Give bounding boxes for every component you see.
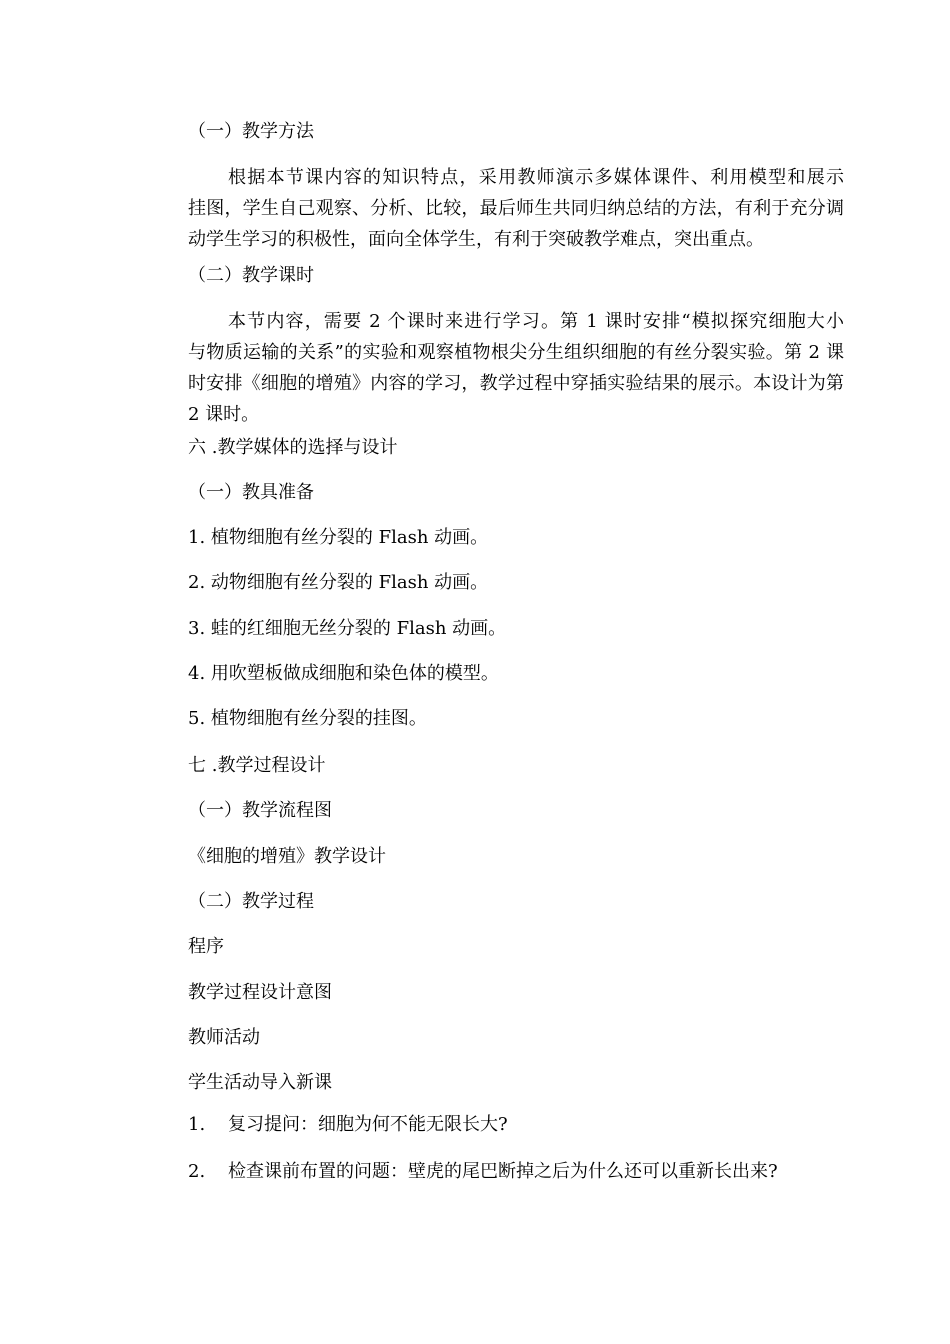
hours-heading: （二）教学课时 bbox=[188, 265, 314, 286]
method-paragraph bbox=[188, 162, 844, 255]
hours-para-line-1: 本节内容，需要 2 个课时来进行学习。第 1 课时安排“模拟探究细胞大小 bbox=[228, 311, 844, 332]
tools-heading: （一）教具准备 bbox=[188, 482, 314, 503]
process-sub-heading: （二）教学过程 bbox=[188, 891, 314, 912]
method-heading: （一）教学方法 bbox=[188, 121, 314, 142]
column-program: 程序 bbox=[188, 936, 224, 957]
method-para-line-1: 根据本节课内容的知识特点，采用教师演示多媒体课件、利用模型和展示 bbox=[228, 167, 844, 188]
column-teacher-activity: 教师活动 bbox=[188, 1027, 260, 1048]
tools-item-3: 3. 蛙的红细胞无丝分裂的 Flash 动画。 bbox=[188, 618, 507, 639]
column-design-intent: 教学过程设计意图 bbox=[188, 982, 332, 1003]
hours-paragraph bbox=[188, 306, 844, 430]
question-1-text: 复习提问：细胞为何不能无限长大? bbox=[228, 1114, 508, 1135]
hours-para-line-4: 2 课时。 bbox=[188, 404, 260, 425]
hours-para-line-3: 时安排《细胞的增殖》内容的学习，教学过程中穿插实验结果的展示。本设计为第 bbox=[188, 373, 844, 394]
media-heading: 六 .教学媒体的选择与设计 bbox=[188, 437, 398, 458]
column-student-activity: 学生活动导入新课 bbox=[188, 1072, 332, 1093]
question-1 bbox=[188, 1113, 508, 1137]
method-para-line-3: 动学生学习的积极性，面向全体学生，有利于突破教学难点，突出重点。 bbox=[188, 229, 764, 250]
question-2-number: 2. bbox=[188, 1161, 206, 1182]
method-para-line-2: 挂图，学生自己观察、分析、比较，最后师生共同归纳总结的方法，有利于充分调 bbox=[188, 198, 844, 219]
tools-item-5: 5. 植物细胞有丝分裂的挂图。 bbox=[188, 708, 427, 729]
question-1-number: 1. bbox=[188, 1114, 206, 1135]
process-heading: 七 .教学过程设计 bbox=[188, 755, 326, 776]
flow-heading: （一）教学流程图 bbox=[188, 800, 332, 821]
tools-item-4: 4. 用吹塑板做成细胞和染色体的模型。 bbox=[188, 663, 499, 684]
tools-item-1: 1. 植物细胞有丝分裂的 Flash 动画。 bbox=[188, 527, 489, 548]
question-2 bbox=[188, 1160, 778, 1184]
hours-para-line-2: 与物质运输的关系”的实验和观察植物根尖分生组织细胞的有丝分裂实验。第 2 课 bbox=[188, 342, 844, 363]
tools-item-2: 2. 动物细胞有丝分裂的 Flash 动画。 bbox=[188, 572, 489, 593]
flow-title: 《细胞的增殖》教学设计 bbox=[188, 846, 386, 867]
question-2-text: 检查课前布置的问题：壁虎的尾巴断掉之后为什么还可以重新长出来? bbox=[228, 1161, 778, 1182]
